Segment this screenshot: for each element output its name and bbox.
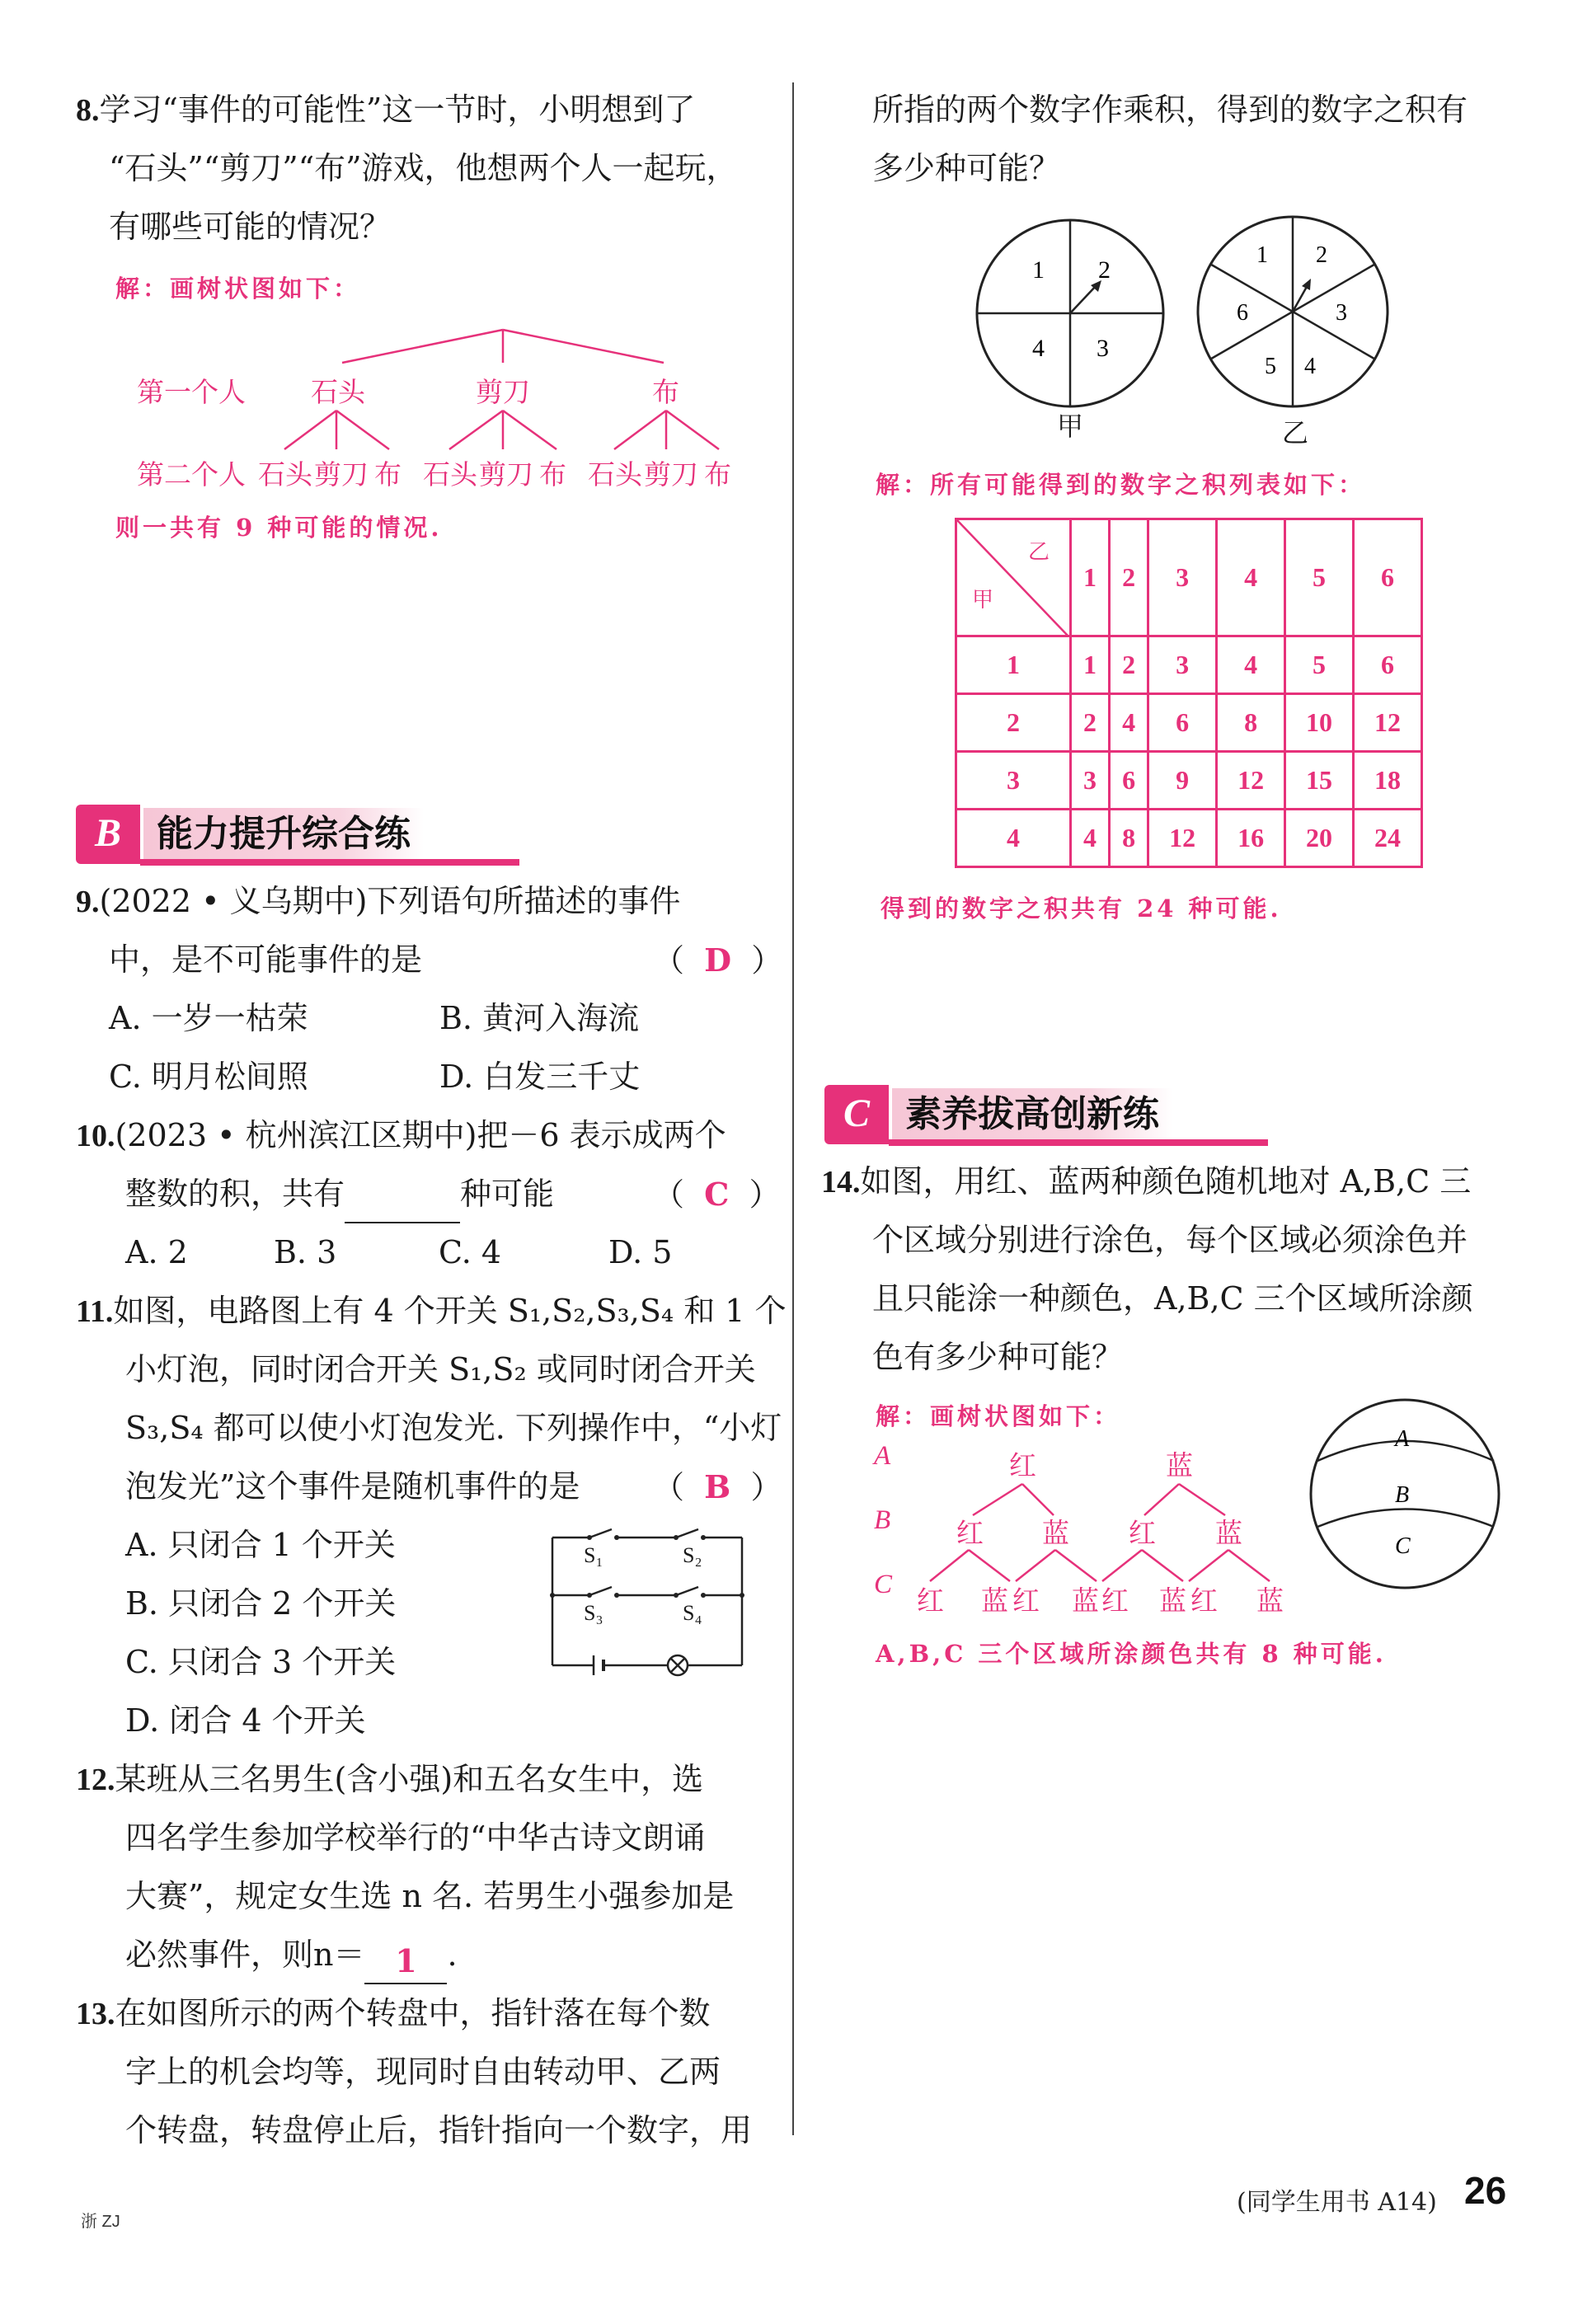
table-cell: 16: [1217, 810, 1285, 867]
table-cell: 2: [1071, 694, 1110, 752]
q12-answer: 1: [364, 1940, 447, 1984]
q12-number: 12.: [76, 1763, 115, 1797]
q14-l2-node: 红: [956, 1517, 984, 1549]
q14-solution-intro: 解：画树状图如下：: [876, 1402, 1121, 1430]
q11-circuit-diagram: [544, 1525, 750, 1690]
q14-l3-node: 蓝: [1159, 1585, 1186, 1617]
q8-line3: 有哪些可能的情况？: [109, 209, 392, 245]
q13-spinner-yi-num-5: 5: [1265, 354, 1276, 379]
table-corner-diagonal: [957, 520, 1069, 637]
q13-spinner-jia: [973, 216, 1167, 411]
q10-line1-text: (2023 • 杭州滨江区期中)把－6 表示成两个: [115, 1117, 726, 1153]
q12-last-prefix: 必然事件，则n＝: [125, 1937, 365, 1973]
q13-line3: 个转盘，转盘停止后，指针指向一个数字，用: [125, 2112, 753, 2148]
q13-spinner-jia-num-2: 2: [1098, 256, 1111, 284]
table-row: [956, 636, 1422, 694]
table-col-header: 4: [1217, 519, 1285, 636]
q11-number: 11.: [76, 1294, 114, 1329]
q13-spinner-yi-label: 乙: [1282, 417, 1309, 448]
table-col-header: 5: [1285, 519, 1354, 636]
q9-number: 9.: [76, 885, 100, 919]
table-row-header: 4: [956, 810, 1071, 867]
q11-line1-text: 如图，电路图上有 4 个开关 S₁,S₂,S₃,S₄ 和 1 个: [113, 1293, 787, 1329]
q13-conclusion: 得到的数字之积共有 24 种可能.: [881, 894, 1282, 923]
table-cell: 2: [1110, 636, 1148, 694]
section-c-title: 素养拔高创新练: [892, 1088, 1172, 1141]
page-number: 26: [1464, 2169, 1507, 2212]
q11-option-c: C. 只闭合 3 个开关: [125, 1644, 397, 1680]
q13-spinner-yi-num-3: 3: [1336, 300, 1347, 326]
q13-solution-intro: 解：所有可能得到的数字之积列表如下：: [876, 471, 1366, 499]
table-cell: 6: [1354, 636, 1422, 694]
q10-answer: C: [704, 1176, 730, 1213]
q8-row2-label: 第二个人: [137, 458, 246, 491]
q8-tree-top-3: 布: [652, 376, 679, 408]
table-row-header: 2: [956, 694, 1071, 752]
table-cell: 5: [1285, 636, 1354, 694]
q8-stem: [76, 81, 695, 140]
table-cell: 4: [1217, 636, 1285, 694]
q11-option-a: A. 只闭合 1 个开关: [125, 1527, 396, 1563]
q10-line2-a: 整数的积，共有: [125, 1176, 345, 1212]
q11-answer: B: [704, 1468, 731, 1505]
table-corner-top: 乙: [1027, 540, 1050, 565]
table-col-header: 2: [1110, 519, 1148, 636]
q12-line1: [76, 1750, 703, 1810]
q8-conclusion: 则一共有 9 种可能的情况.: [115, 514, 443, 542]
q13-spinner-yi-num-2: 2: [1316, 242, 1327, 268]
q14-conclusion: A,B,C 三个区域所涂颜色共有 8 种可能.: [876, 1640, 1387, 1668]
q12-line3: 大赛”，规定女生选 n 名. 若男生小强参加是: [125, 1878, 735, 1914]
q14-region-a: A: [1395, 1426, 1410, 1452]
q13-number: 13.: [76, 1997, 115, 2031]
q14-line1: [821, 1153, 1471, 1212]
table-cell: 10: [1285, 694, 1354, 752]
q14-line3: 且只能涂一种颜色，A,B,C 三个区域所涂颜: [872, 1280, 1473, 1317]
q8-leaf-6: 布: [539, 458, 566, 491]
table-cell: 3: [1071, 752, 1110, 810]
q12-line4: [125, 1926, 458, 1984]
q8-line2: “石头”“剪刀”“布”游戏，他想两个人一起玩，: [109, 150, 738, 186]
q9-option-b: B. 黄河入海流: [439, 1000, 640, 1036]
q10-blank: [345, 1189, 460, 1223]
table-cell: 4: [1071, 810, 1110, 867]
q8-tree-top-2: 剪刀: [476, 376, 530, 408]
table-corner-cell: [956, 519, 1071, 636]
q11-line1: [76, 1282, 787, 1341]
q13-spinner-yi: [1194, 213, 1392, 411]
section-c-underline: [889, 1139, 1268, 1146]
table-cell: 20: [1285, 810, 1354, 867]
q11-switch-label-s3: S₃: [584, 1601, 603, 1625]
table-col-header: 3: [1148, 519, 1217, 636]
table-cell: 12: [1354, 694, 1422, 752]
q11-switch-label-s4: S₄: [683, 1601, 702, 1625]
q11-line2: 小灯泡，同时闭合开关 S₁,S₂ 或同时闭合开关: [125, 1351, 756, 1387]
table-cell: 12: [1217, 752, 1285, 810]
table-cell: 9: [1148, 752, 1217, 810]
q8-leaf-1: 石头: [258, 458, 312, 491]
q13-spinner-yi-num-4: 4: [1304, 354, 1316, 379]
table-row-header: 1: [956, 636, 1071, 694]
table-col-header: 6: [1354, 519, 1422, 636]
section-b-letter: B: [76, 805, 140, 864]
q8-number: 8.: [76, 93, 100, 128]
q14-level-c-label: C: [874, 1570, 893, 1599]
q10-line1: [76, 1106, 726, 1166]
q9-option-a: A. 一岁一枯荣: [109, 1000, 308, 1036]
section-b-banner: [76, 805, 521, 864]
q12-last-suffix: .: [447, 1937, 458, 1973]
q11-option-d: D. 闭合 4 个开关: [125, 1702, 366, 1739]
q14-region-c: C: [1395, 1533, 1411, 1559]
q10-answer-paren: （ C ）: [653, 1176, 781, 1213]
q10-option-a: A. 2: [125, 1234, 188, 1270]
q10-option-d: D. 5: [608, 1234, 673, 1270]
q14-line4: 色有多少种可能？: [872, 1339, 1124, 1375]
q8-leaf-4: 石头: [423, 458, 477, 491]
q13-spinner-jia-num-3: 3: [1097, 335, 1109, 362]
q8-solution-intro: 解：画树状图如下：: [115, 275, 361, 303]
footer-reference: (同学生用书 A14): [1237, 2188, 1437, 2217]
table-cell: 3: [1148, 636, 1217, 694]
q14-l2-node: 蓝: [1042, 1517, 1069, 1549]
q14-l3-node: 蓝: [981, 1585, 1008, 1617]
q13-spinner-jia-num-4: 4: [1032, 335, 1045, 362]
q13-line2: 字上的机会均等，现同时自由转动甲、乙两: [125, 2054, 721, 2090]
section-b-title: 能力提升综合练: [143, 808, 424, 861]
table-row: [956, 752, 1422, 810]
q10-line2-b: 种可能: [460, 1176, 555, 1212]
table-cell: 8: [1110, 810, 1148, 867]
q8-leaf-3: 布: [374, 458, 402, 491]
q14-l3-node: 红: [1012, 1585, 1040, 1617]
q13-cont-line1: 所指的两个数字作乘积，得到的数字之积有: [872, 92, 1468, 128]
table-col-header: 1: [1071, 519, 1110, 636]
q8-leaf-7: 石头: [588, 458, 642, 491]
q10-option-b: B. 3: [274, 1234, 337, 1270]
q14-l2-node: 红: [1129, 1517, 1156, 1549]
q10-option-c: C. 4: [439, 1234, 502, 1270]
q14-region-circle: [1308, 1397, 1502, 1591]
q8-row1-label: 第一个人: [137, 376, 246, 408]
q13-line1-text: 在如图所示的两个转盘中，指针落在每个数: [115, 1995, 711, 2031]
q13-spinner-jia-label: 甲: [1057, 411, 1084, 442]
q14-l3-node: 蓝: [1256, 1585, 1284, 1617]
footer-edition-mark: 浙 ZJ: [81, 2213, 120, 2231]
q9-answer: D: [704, 941, 732, 979]
section-c-letter: C: [824, 1085, 889, 1144]
q11-line4: 泡发光”这个事件是随机事件的是: [125, 1468, 580, 1505]
q14-l1-node: 蓝: [1166, 1449, 1193, 1481]
q14-level-a-label: A: [874, 1441, 891, 1471]
q14-l3-node: 蓝: [1072, 1585, 1099, 1617]
table-corner-bottom: 甲: [972, 588, 994, 613]
q11-option-b: B. 只闭合 2 个开关: [125, 1585, 397, 1622]
q13-line1: [76, 1984, 711, 2044]
q8-leaf-9: 布: [704, 458, 731, 491]
q14-level-b-label: B: [874, 1505, 891, 1535]
q14-l3-node: 红: [1190, 1585, 1218, 1617]
table-cell: 6: [1110, 752, 1148, 810]
q14-number: 14.: [821, 1165, 861, 1200]
q13-product-table: [955, 518, 1423, 868]
table-cell: 15: [1285, 752, 1354, 810]
q11-switch-label-s2: S₂: [683, 1543, 702, 1567]
q12-line1-text: 某班从三名男生(含小强)和五名女生中，选: [115, 1761, 704, 1797]
q14-l3-node: 红: [1101, 1585, 1129, 1617]
q14-region-b: B: [1395, 1482, 1410, 1508]
table-cell: 12: [1148, 810, 1217, 867]
q13-spinner-yi-num-1: 1: [1256, 242, 1268, 268]
q14-line2: 个区域分别进行涂色，每个区域必须涂色并: [872, 1222, 1468, 1258]
q9-line1-text: (2022 • 义乌期中)下列语句所描述的事件: [99, 883, 681, 919]
q8-leaf-8: 剪刀: [644, 458, 698, 491]
table-cell: 8: [1217, 694, 1285, 752]
section-b-underline: [140, 859, 519, 866]
q11-answer-paren: （ B ）: [653, 1468, 782, 1505]
q9-option-d: D. 白发三千丈: [439, 1059, 641, 1095]
table-row: [956, 694, 1422, 752]
q11-switch-label-s1: S₁: [584, 1543, 603, 1567]
q10-line2: [125, 1165, 554, 1223]
q13-cont-line2: 多少种可能？: [872, 150, 1061, 186]
column-divider: [792, 82, 794, 2135]
q9-line1: [76, 872, 680, 932]
q8-leaf-2: 剪刀: [314, 458, 369, 491]
q14-l2-node: 蓝: [1215, 1517, 1242, 1549]
table-cell: 6: [1148, 694, 1217, 752]
q8-line1: 学习“事件的可能性”这一节时，小明想到了: [99, 92, 696, 128]
q14-line1-text: 如图，用红、蓝两种颜色随机地对 A,B,C 三: [860, 1163, 1472, 1200]
q12-line2: 四名学生参加学校举行的“中华古诗文朗诵: [125, 1819, 706, 1856]
table-cell: 24: [1354, 810, 1422, 867]
table-cell: 4: [1110, 694, 1148, 752]
q13-spinner-yi-num-6: 6: [1237, 300, 1248, 326]
table-cell: 18: [1354, 752, 1422, 810]
q8-tree-top-1: 石头: [311, 376, 365, 408]
q11-line3: S₃,S₄ 都可以使小灯泡发光. 下列操作中，“小灯: [125, 1410, 782, 1446]
q10-number: 10.: [76, 1119, 115, 1153]
q14-l1-node: 红: [1009, 1449, 1036, 1481]
q14-l3-node: 红: [917, 1585, 944, 1617]
q13-spinner-jia-num-1: 1: [1032, 256, 1045, 284]
q9-answer-paren: （ D ）: [653, 941, 783, 979]
table-row-header: 3: [956, 752, 1071, 810]
q9-option-c: C. 明月松间照: [109, 1059, 308, 1095]
q8-leaf-5: 剪刀: [479, 458, 533, 491]
q9-line2: 中，是不可能事件的是: [109, 941, 423, 978]
table-row: [956, 810, 1422, 867]
table-cell: 1: [1071, 636, 1110, 694]
section-c-banner: [824, 1085, 1270, 1144]
